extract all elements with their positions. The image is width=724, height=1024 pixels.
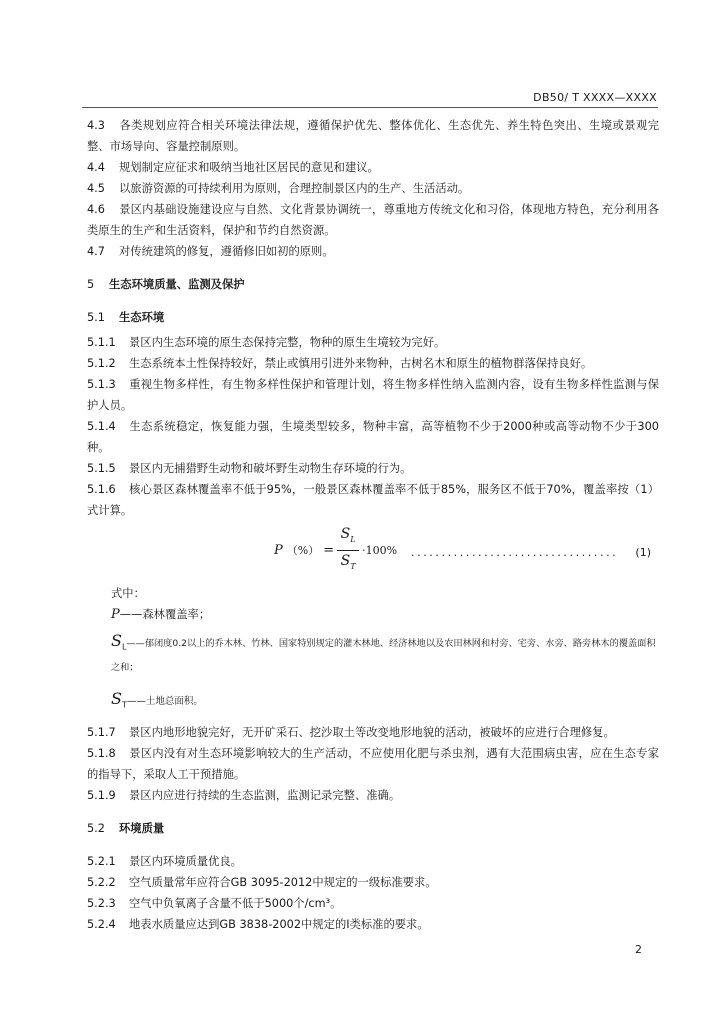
- clause-4-7: 4.7 对传统建筑的修复，遵循修旧如初的原则。: [87, 245, 334, 258]
- header-rule: [82, 107, 658, 108]
- legend-p: P——森林覆盖率；: [111, 607, 211, 622]
- clauses-section-4: [87, 115, 659, 262]
- section-5-heading: 5 生态环境质量、监测及保护: [87, 278, 245, 291]
- formula-equals: =: [323, 542, 335, 558]
- legend-intro: 式中：: [111, 587, 145, 600]
- formula-legend: [87, 583, 659, 716]
- formula-factor: ·100%: [362, 543, 398, 557]
- clause-5-2-2: 5.2.2 空气质量常年应符合GB 3095-2012中规定的一级标准要求。: [87, 875, 437, 889]
- clause-4-3: 4.3 各类规划应符合相关环境法律法规，遵循保护优先、整体优化、生态优先、养生特色突出、生境或景观完整、市场导向、容量控制原则。: [87, 119, 659, 153]
- legend-sl: $S_L——$郁闭度0.2以上的乔木林、竹林、国家特别规定的灌木林地、经济林地以及农田林网和村旁、宅旁、水旁、路旁林木的覆盖面积之和；: [111, 631, 656, 674]
- clause-5-1-6: 5.1.6 核心景区森林覆盖率不低于95%，一般景区森林覆盖率不低于85%，服务区不低于70%，覆盖率按（1）式计算。: [87, 483, 659, 517]
- clause-4-5: 4.5 以旅游资源的可持续利用为原则，合理控制景区内的生产、生活活动。: [87, 182, 470, 195]
- clause-5-2-3: 5.2.3 空气中负氧离子含量不低于5000个/cm³。: [87, 896, 342, 910]
- clauses-5-1-a: [87, 332, 659, 521]
- formula-expression: [274, 527, 397, 573]
- document-body: [87, 115, 659, 935]
- formula-lhs-unit: （%）: [286, 543, 320, 557]
- formula-fraction: $\frac{S_L}{S_T}$: [337, 526, 359, 575]
- legend-st: $S_T——$土地总面积。: [111, 689, 203, 710]
- coverage-formula: [87, 527, 659, 577]
- formula-denominator: S: [340, 552, 351, 569]
- clause-5-1-9: 5.1.9 景区内应进行持续的生态监测，监测记录完整、准确。: [87, 788, 401, 802]
- section-5-1-heading: 5.1 生态环境: [87, 311, 165, 324]
- clause-5-2-1: 5.2.1 景区内环境质量优良。: [87, 854, 242, 868]
- clause-5-1-7: 5.1.7 景区内地形地貌完好，无开矿采石、挖沙取土等改变地形地貌的活动，被破坏的应进行合理修复。: [87, 725, 615, 739]
- clause-4-6: 4.6 景区内基础设施建设应与自然、文化背景协调统一，尊重地方传统文化和习俗，体现地方特色，充分利用各类原生的生产和生活资料，保护和节约自然资源。: [87, 203, 659, 237]
- document-code: DB50/ T XXXX—XXXX: [533, 91, 657, 104]
- clause-5-1-8: 5.1.8 景区内没有对生态环境影响较大的生产活动，不应使用化肥与杀虫剂，遇有大范围病虫害，应在生态专家的指导下，采取人工干预措施。: [87, 746, 659, 781]
- page-number: 2: [635, 943, 642, 956]
- clause-5-1-4: 5.1.4 生态系统稳定，恢复能力强，生境类型较多，物种丰富，高等植物不少于2000种或高等动物不少于300种。: [87, 420, 659, 454]
- clause-5-1-5: 5.1.5 景区内无捕猎野生动物和破坏野生动物生存环境的行为。: [87, 462, 412, 475]
- clause-4-4: 4.4 规划制定应征求和吸纳当地社区居民的意见和建议。: [87, 161, 379, 174]
- clause-5-1-1: 5.1.1 景区内生态环境的原生态保持完整，物种的原生生境较为完好。: [87, 336, 446, 349]
- formula-numerator: S: [340, 525, 351, 542]
- formula-leader-dots: ..................................: [411, 546, 619, 559]
- section-5-2-heading: 5.2 环境质量: [87, 821, 165, 835]
- clause-5-1-3: 5.1.3 重视生物多样性，有生物多样性保护和管理计划，将生物多样性纳入监测内容，设有生物多样性监测与保护人员。: [87, 378, 659, 412]
- clause-5-2-4: 5.2.4 地表水质量应达到GB 3838-2002中规定的Ⅰ类标准的要求。: [87, 917, 429, 931]
- equation-number: (1): [635, 546, 651, 559]
- fraction-bar: [337, 550, 359, 551]
- clauses-5-1-b: [87, 722, 659, 806]
- clause-5-1-2: 5.1.2 生态系统本土性保持较好，禁止或慎用引进外来物种，古树名木和原生的植物群落保持良好。: [87, 357, 593, 370]
- clauses-5-2: [87, 851, 659, 935]
- formula-lhs-var: P: [274, 542, 283, 558]
